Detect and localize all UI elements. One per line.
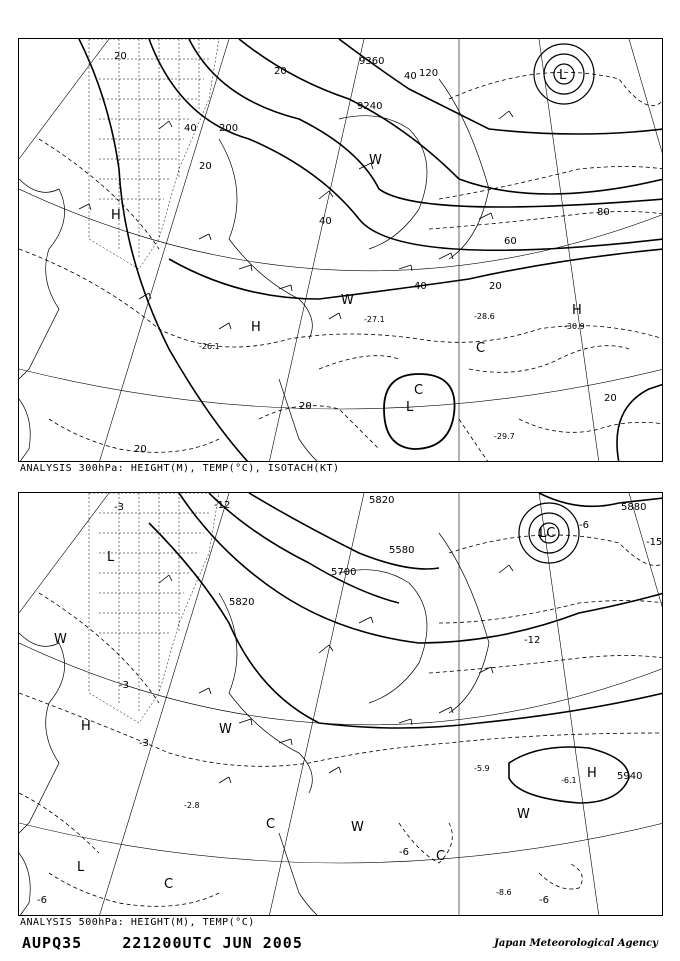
cold-center-marker: C — [436, 849, 446, 864]
warm-center-marker: W — [351, 820, 364, 835]
contour-label: -12 — [214, 500, 231, 511]
analysis-300hpa-map — [18, 38, 663, 462]
temp-label: -2.8 — [184, 801, 200, 810]
temp-label: -8.6 — [496, 888, 512, 897]
contour-label: 20 — [489, 281, 502, 292]
contour-label: 40 — [319, 216, 332, 227]
contour-label: 20 — [114, 51, 127, 62]
contour-label: 60 — [504, 236, 517, 247]
contour-label: 80 — [597, 207, 610, 218]
contour-label: 5940 — [617, 771, 643, 782]
contour-label: 40 — [404, 71, 417, 82]
contour-label: 5580 — [389, 545, 415, 556]
contour-label: 40 — [414, 281, 427, 292]
contour-label: 5700 — [331, 567, 357, 578]
caption-300hpa: ANALYSIS 300hPa: HEIGHT(M), TEMP(°C), ISOTACH(KT) — [20, 463, 340, 474]
valid-time: 221200UTC JUN 2005 — [122, 934, 303, 952]
high-center-marker: H — [587, 766, 597, 781]
contour-label: 20 — [274, 66, 287, 77]
analysis-500hpa-map — [18, 492, 663, 916]
warm-center-marker: W — [54, 632, 67, 647]
cold-center-marker: C — [164, 877, 174, 892]
contour-label: -3 — [139, 738, 149, 749]
low-center-marker: L — [559, 68, 567, 83]
contour-label: 40 — [184, 123, 197, 134]
high-center-marker: H — [111, 208, 121, 223]
contour-label: -3 — [114, 502, 124, 513]
pressure-centers — [54, 526, 597, 892]
cold-center-marker: C — [414, 383, 424, 398]
low-center-marker: L — [77, 860, 85, 875]
contour-label: -15 — [646, 537, 663, 548]
warm-center-marker: W — [219, 722, 232, 737]
wind-barbs — [79, 111, 513, 329]
contour-label: 20 — [199, 161, 212, 172]
contour-label: 5880 — [621, 502, 647, 513]
low-center-marker: L — [107, 550, 115, 565]
contour-label: -3 — [119, 680, 129, 691]
map-300hpa-svg — [19, 39, 663, 462]
chart-code: AUPQ35 — [22, 934, 83, 952]
dashed-isotherms — [19, 535, 663, 906]
agency-credit: Japan Meteorological Agency — [494, 938, 658, 949]
contour-label: 20 — [134, 444, 147, 455]
temp-label: -6.1 — [561, 776, 577, 785]
low-cold-center-marker: LC — [539, 526, 556, 541]
temp-label: -29.7 — [494, 432, 515, 441]
contour-label: 120 — [419, 68, 439, 79]
high-center-marker: H — [81, 719, 91, 734]
map-500hpa-svg — [19, 493, 663, 916]
height-contours — [149, 493, 663, 803]
low-center-marker: L — [406, 400, 414, 415]
contour-label: 9240 — [357, 101, 383, 112]
cold-center-marker: C — [476, 341, 486, 356]
temp-label: -5.9 — [474, 764, 490, 773]
caption-500hpa: ANALYSIS 500hPa: HEIGHT(M), TEMP(°C) — [20, 917, 255, 928]
high-center-marker: H — [572, 303, 582, 318]
contour-label: 20 — [604, 393, 617, 404]
graticule — [19, 493, 663, 916]
contour-label: -6 — [539, 895, 549, 906]
contour-label: -6 — [37, 895, 47, 906]
contour-label: -6 — [579, 520, 589, 531]
contour-label: 5820 — [369, 495, 395, 506]
contour-labels — [114, 51, 617, 455]
temp-label: -27.1 — [364, 315, 385, 324]
temp-label: -28.6 — [474, 312, 495, 321]
graticule — [19, 39, 663, 462]
warm-center-marker: W — [341, 293, 354, 308]
contour-label: 20 — [299, 401, 312, 412]
contour-label: -6 — [399, 847, 409, 858]
contour-label: 200 — [219, 123, 239, 134]
terrain-mask — [89, 39, 219, 269]
temperature-labels — [184, 764, 577, 897]
contour-label: -12 — [524, 635, 541, 646]
chart-title — [22, 934, 303, 952]
high-center-marker: H — [251, 320, 261, 335]
temp-label: -30.9 — [564, 322, 585, 331]
warm-center-marker: W — [369, 153, 382, 168]
dashed-isotherms — [19, 72, 663, 462]
contour-label: 5820 — [229, 597, 255, 608]
coastline — [19, 79, 489, 462]
cold-center-marker: C — [266, 817, 276, 832]
temp-label: -26.1 — [199, 342, 220, 351]
contour-label: 9360 — [359, 56, 385, 67]
warm-center-marker: W — [517, 807, 530, 822]
